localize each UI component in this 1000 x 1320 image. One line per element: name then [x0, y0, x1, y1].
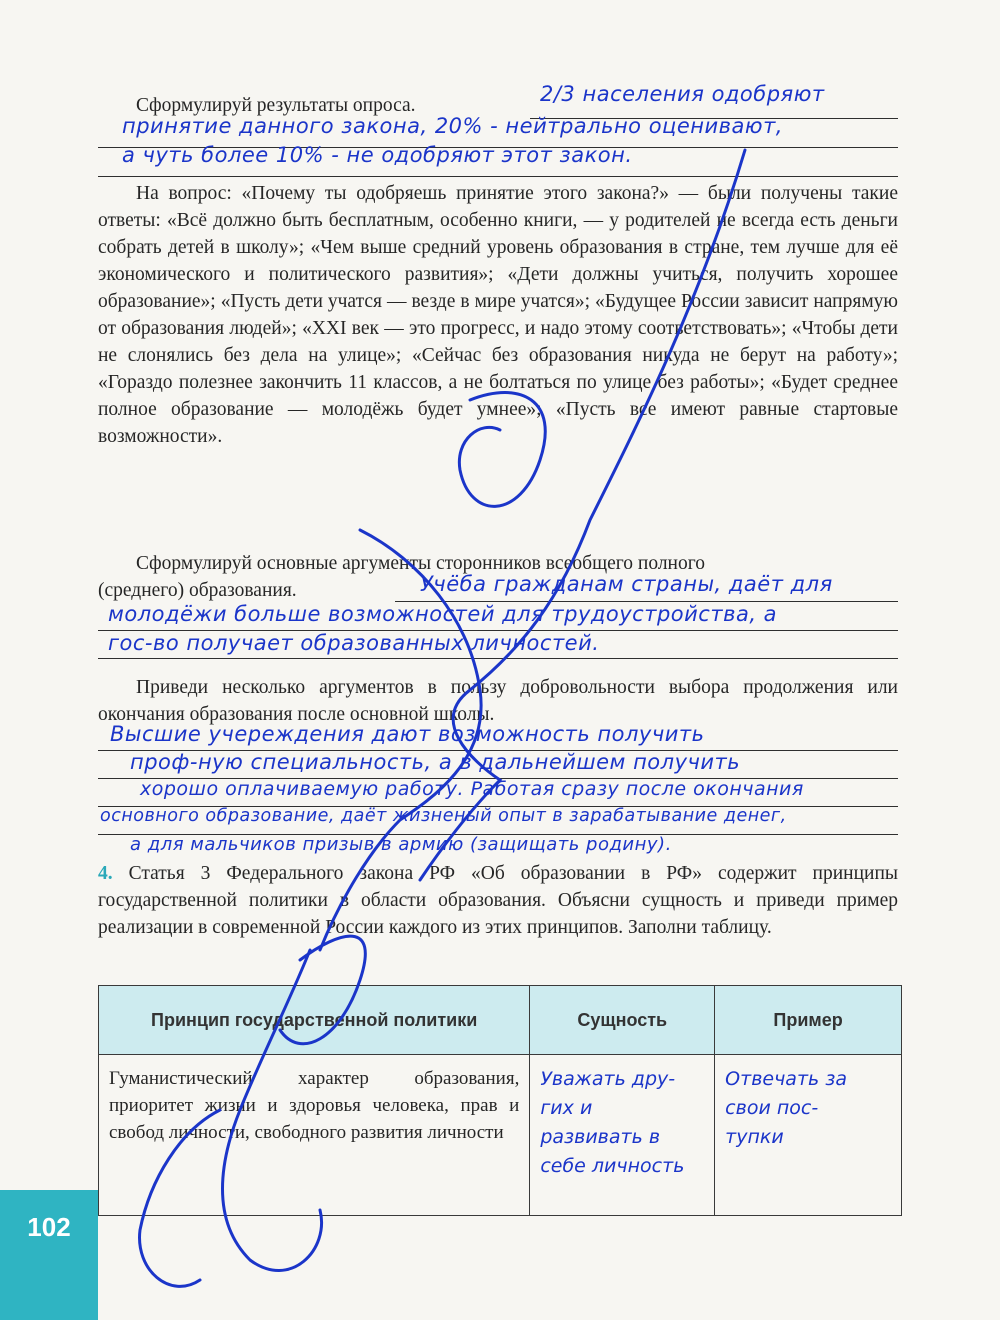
answer-rule — [98, 658, 898, 659]
voluntary-prompt: Приведи несколько аргументов в пользу добровольности выбора продолжения или окончания образования после основной школы. — [98, 677, 898, 725]
voluntary-answer-line-1: Высшие учереждения дают возможность получить — [110, 722, 705, 746]
header-example: Пример — [715, 986, 902, 1055]
answer-rule — [98, 176, 898, 177]
voluntary-answer-line-5: а для мальчиков призыв в армию (защищать родину). — [130, 834, 672, 855]
responses-paragraph: На вопрос: «Почему ты одобряешь принятие этого закона?» — были получены такие ответы: «Всё должно быть бесплатным, особенно книги, — у родителей не всегда есть деньги собрать детей в школу»; «Чем выше средний уровень образования в стране, тем лучше для её экономического и политического развития»; «Дети должны учиться, получить хорошее образование»; «Пусть дети учатся — везде в мире учатся»; «Будущее России зависит напрямую от образования людей»; «XXI век — это прогресс, и надо этому соответствовать»; «Чтобы дети не слонялись без дела на улице»; «Сейчас без образования никуда не берут на работу»; «Гораздо полезнее закончить 11 классов, а не болтаться по улице без работы»; «Будет среднее полное образование — молодёжь будет умнее»; «Пусть все имеют равные стартовые возможности». — [98, 183, 898, 447]
arguments-answer-line-3: гос-во получает образованных личностей. — [108, 631, 600, 655]
arguments-answer-line-2: молодёжи больше возможностей для трудоустройства, а — [108, 602, 778, 626]
example-cell[interactable] — [715, 1055, 902, 1216]
survey-answer-line-2: принятие данного закона, 20% - нейтрально оценивают, — [122, 114, 783, 138]
principle-cell — [99, 1055, 530, 1216]
survey-prompt: Сформулируй результаты опроса. — [136, 95, 416, 116]
essence-line-1: Уважать дру- — [540, 1068, 676, 1090]
example-line-1: Отвечать за — [725, 1068, 848, 1090]
task-4-text — [98, 860, 898, 941]
task-number: 4. — [98, 863, 113, 884]
survey-answer-line-1: 2/3 населения одобряют — [540, 82, 825, 106]
table-header-row — [99, 986, 902, 1055]
essence-line-2: гих и — [540, 1097, 593, 1119]
voluntary-answer-line-3: хорошо оплачиваемую работу. Работая сразу после окончания — [140, 778, 804, 800]
arguments-prompt-line-1: Сформулируй основные аргументы сторонников всеобщего полного — [136, 553, 705, 574]
page-number: 102 — [0, 1190, 98, 1320]
header-principle: Принцип государственной политики — [99, 986, 530, 1055]
example-line-3: тупки — [725, 1126, 784, 1148]
task-4-body: Статья 3 Федерального закона РФ «Об образовании в РФ» содержит принципы государственной политики в области образования. Объясни сущность и приведи пример реализации в современной России каждого из этих принципов. Заполни таблицу. — [98, 863, 898, 938]
example-line-2: свои пос- — [725, 1097, 819, 1119]
header-essence: Сущность — [530, 986, 715, 1055]
arguments-prompt-line-2: (среднего) образования. — [98, 580, 297, 601]
voluntary-answer-line-2: проф-ную специальность, а в дальнейшем получить — [130, 750, 741, 774]
voluntary-answer-line-4: основного образование, даёт жизненый опыт в зарабатывание денег, — [100, 806, 787, 826]
essence-cell[interactable] — [530, 1055, 715, 1216]
essence-line-4: себе личность — [540, 1155, 685, 1177]
principles-table — [98, 985, 902, 1216]
principle-text: Гуманистический характер образования, приоритет жизни и здоровья человека, прав и свобод личности, свободного развития личности — [109, 1068, 520, 1143]
table-row — [99, 1055, 902, 1216]
arguments-answer-line-1: Учёба гражданам страны, даёт для — [420, 572, 833, 596]
survey-answer-line-3: а чуть более 10% - не одобряют этот закон. — [122, 143, 633, 167]
essence-line-3: развивать в — [540, 1126, 661, 1148]
